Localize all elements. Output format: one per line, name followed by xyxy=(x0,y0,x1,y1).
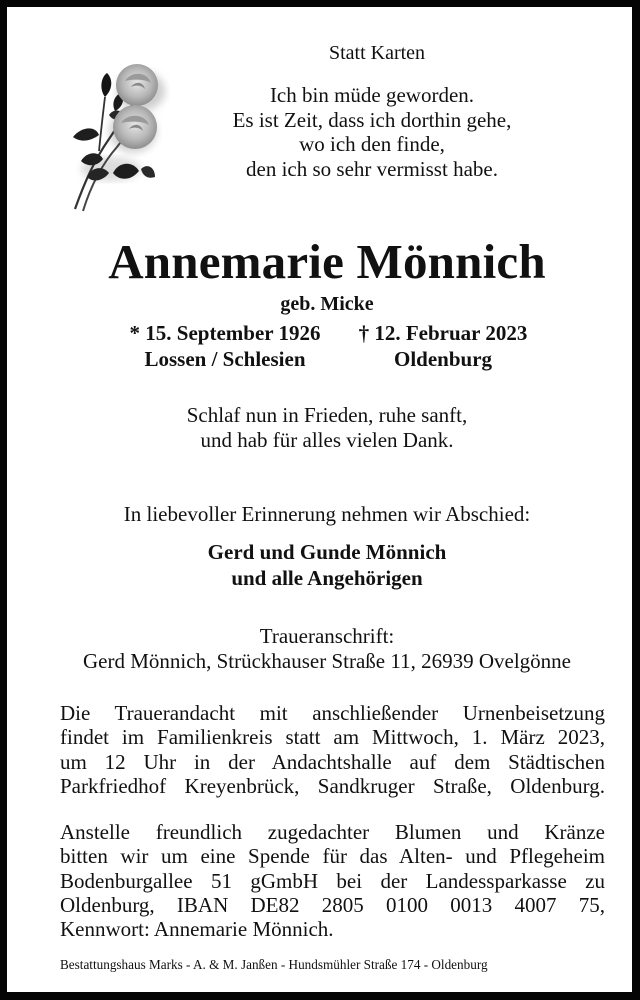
poem xyxy=(167,83,577,181)
poem-line: wo ich den finde, xyxy=(299,132,445,156)
farewell-verse xyxy=(27,403,627,453)
birth-place: Lossen / Schlesien xyxy=(144,347,306,371)
header-label: Statt Karten xyxy=(328,42,426,64)
donation-line: Kennwort: Annemarie Mönnich. xyxy=(60,917,334,942)
birth-date: * 15. September 1926 xyxy=(129,321,321,345)
death-place: Oldenburg xyxy=(393,347,493,371)
poem-line: Ich bin müde geworden. xyxy=(269,83,475,107)
remembrance-line: In liebevoller Erinnerung nehmen wir Abschied: xyxy=(123,502,531,526)
donation-paragraph xyxy=(60,820,605,941)
mourner-line: und alle Angehörigen xyxy=(231,566,423,590)
service-line: Parkfriedhof Kreyenbrück, Sandkruger Straße, Oldenburg. xyxy=(60,773,605,798)
poem-line: den ich so sehr vermisst habe. xyxy=(246,156,498,181)
donation-line: Bodenburgallee 51 gGmbH bei der Landessparkasse zu xyxy=(60,868,605,893)
birth-column xyxy=(107,320,343,372)
deceased-name: Annemarie Mönnich xyxy=(108,234,546,289)
service-line: um 12 Uhr in der Andachtshalle auf dem Städtischen xyxy=(60,749,605,774)
farewell-line: und hab für alles vielen Dank. xyxy=(200,428,454,452)
maiden-name: geb. Micke xyxy=(280,293,374,315)
poem-line: Es ist Zeit, dass ich dorthin gehe, xyxy=(232,107,512,132)
farewell-line: Schlaf nun in Frieden, ruhe sanft, xyxy=(186,403,468,427)
mourner-line: Gerd und Gunde Mönnich xyxy=(207,540,447,564)
funeral-home-footer: Bestattungshaus Marks - A. & M. Janßen - Hundsmühler Straße 174 - Oldenburg xyxy=(60,957,488,972)
service-line: findet im Familienkreis statt am Mittwoch, 1. März 2023, xyxy=(60,725,605,750)
service-line: Die Trauerandacht mit anschließender Urnenbeisetzung xyxy=(60,701,605,725)
donation-line: Anstelle freundlich zugedachter Blumen und Kränze xyxy=(60,820,605,844)
donation-line: bitten wir um eine Spende für das Alten- und Pflegeheim xyxy=(60,844,605,869)
donation-line: Oldenburg, IBAN DE82 2805 0100 0013 4007 75, xyxy=(60,892,605,917)
death-column xyxy=(337,320,549,372)
mourning-address-label: Traueranschrift: xyxy=(259,624,395,648)
roses-icon xyxy=(51,51,183,216)
mourners xyxy=(27,539,627,591)
service-paragraph xyxy=(60,701,605,798)
mourning-address: Gerd Mönnich, Strückhauser Straße 11, 26939 Ovelgönne xyxy=(83,649,571,673)
death-date: † 12. Februar 2023 xyxy=(358,321,528,345)
life-dates xyxy=(7,320,640,380)
